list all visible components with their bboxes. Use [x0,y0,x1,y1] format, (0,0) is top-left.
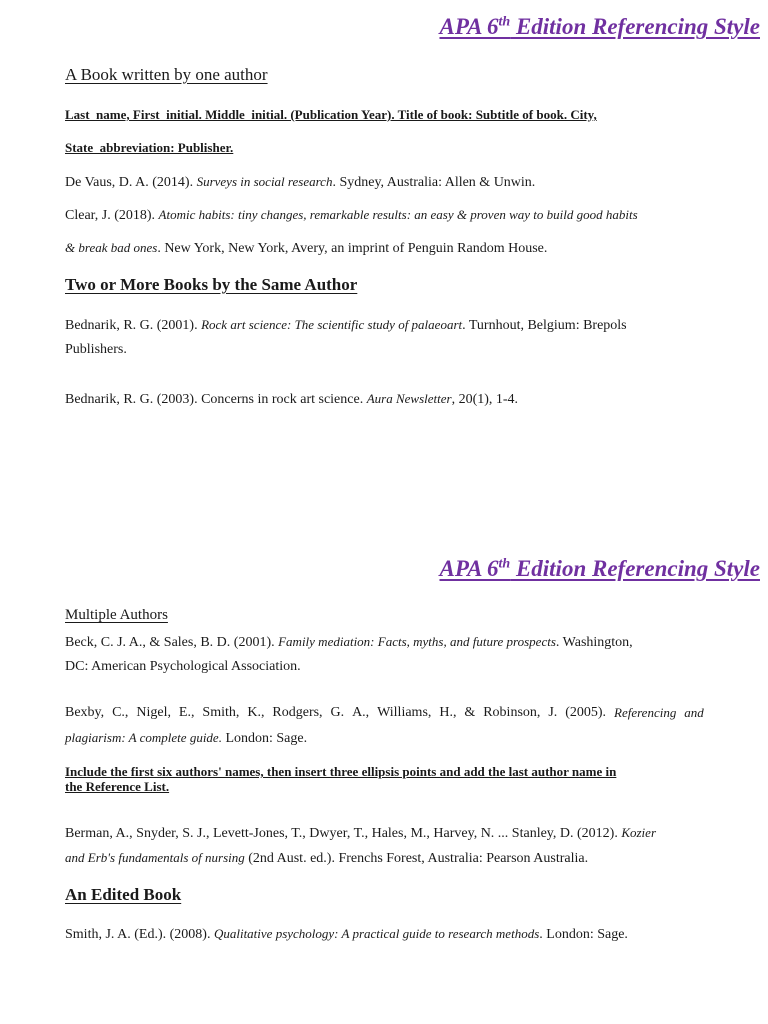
banner-prefix: APA 6 [439,556,499,581]
bexby-word: (2005). [565,705,607,720]
page-banner-top [439,14,760,40]
bexby-word: Bexby, [65,705,105,720]
format-line-2: State_abbreviation: Publisher. [65,140,234,155]
reference-bednarik-2001-line1: Bednarik, R. G. (2001). Rock art science: The scientific study of palaeoart. Turnhout, Belgium: Brepols [65,317,627,333]
reference-berman-line2: and Erb's fundamentals of nursing (2nd Aust. ed.). Frenchs Forest, Australia: Pearson Australia. [65,850,589,866]
reference-bednarik-2003: Bednarik, R. G. (2003). Concerns in rock art science. Aura Newsletter, 20(1), 1-4. [65,391,519,407]
heading-multiple-authors: Multiple Authors [65,607,168,623]
bexby-word: A., [352,705,370,720]
bexby-word: K., [247,705,265,720]
reference-clear-line2: & break bad ones. New York, New York, Avery, an imprint of Penguin Random House. [65,240,548,256]
note-line-2: the Reference List. [65,779,170,794]
reference-bexby-line1 [65,705,704,721]
bexby-word: J. [548,705,558,720]
bexby-word: C., [112,705,129,720]
reference-bexby-line2: plagiarism: A complete guide. London: Sage. [65,730,308,746]
bexby-word: Williams, [377,705,432,720]
banner-prefix: APA 6 [439,14,499,39]
banner-suffix: Edition Referencing Style [510,14,760,39]
reference-beck-line2: DC: American Psychological Association. [65,659,301,674]
reference-smith: Smith, J. A. (Ed.). (2008). Qualitative psychology: A practical guide to research methods. London: Sage. [65,926,628,942]
bexby-word: G. [330,705,345,720]
bexby-word: Nigel, [136,705,171,720]
reference-devaus: De Vaus, D. A. (2014). Surveys in social research. Sydney, Australia: Allen & Unwin. [65,174,536,190]
bexby-word: Robinson, [483,705,541,720]
note-line-1: Include the first six authors' names, then insert three ellipsis points and add the last author name in [65,764,617,779]
format-line-1: Last_name, First_initial. Middle_initial. (Publication Year). Title of book: Subtitle of book. City, [65,107,597,122]
bexby-word: Smith, [202,705,240,720]
heading-edited-book: An Edited Book [65,885,182,904]
bexby-word: H., [439,705,457,720]
bexby-title-word: and [684,705,704,720]
bexby-word: E., [178,705,195,720]
bexby-title-word: Referencing [614,705,677,720]
banner-superscript: th [498,14,511,30]
reference-bednarik-2001-line2: Publishers. [65,342,127,357]
page-banner-middle [439,556,760,582]
bexby-word: Rodgers, [272,705,323,720]
reference-berman-line1: Berman, A., Snyder, S. J., Levett-Jones, T., Dwyer, T., Hales, M., Harvey, N. ... Stanley, D. (2012). Kozier [65,825,656,841]
reference-clear-line1: Clear, J. (2018). Atomic habits: tiny changes, remarkable results: an easy & proven way to build good habits [65,207,638,223]
bexby-word: & [464,705,476,720]
heading-same-author: Two or More Books by the Same Author [65,275,358,294]
reference-beck-line1: Beck, C. J. A., & Sales, B. D. (2001). Family mediation: Facts, myths, and future prospects. Washington, [65,634,633,650]
banner-suffix: Edition Referencing Style [510,556,760,581]
heading-one-author: A Book written by one author [65,65,268,84]
banner-superscript: th [498,556,511,572]
